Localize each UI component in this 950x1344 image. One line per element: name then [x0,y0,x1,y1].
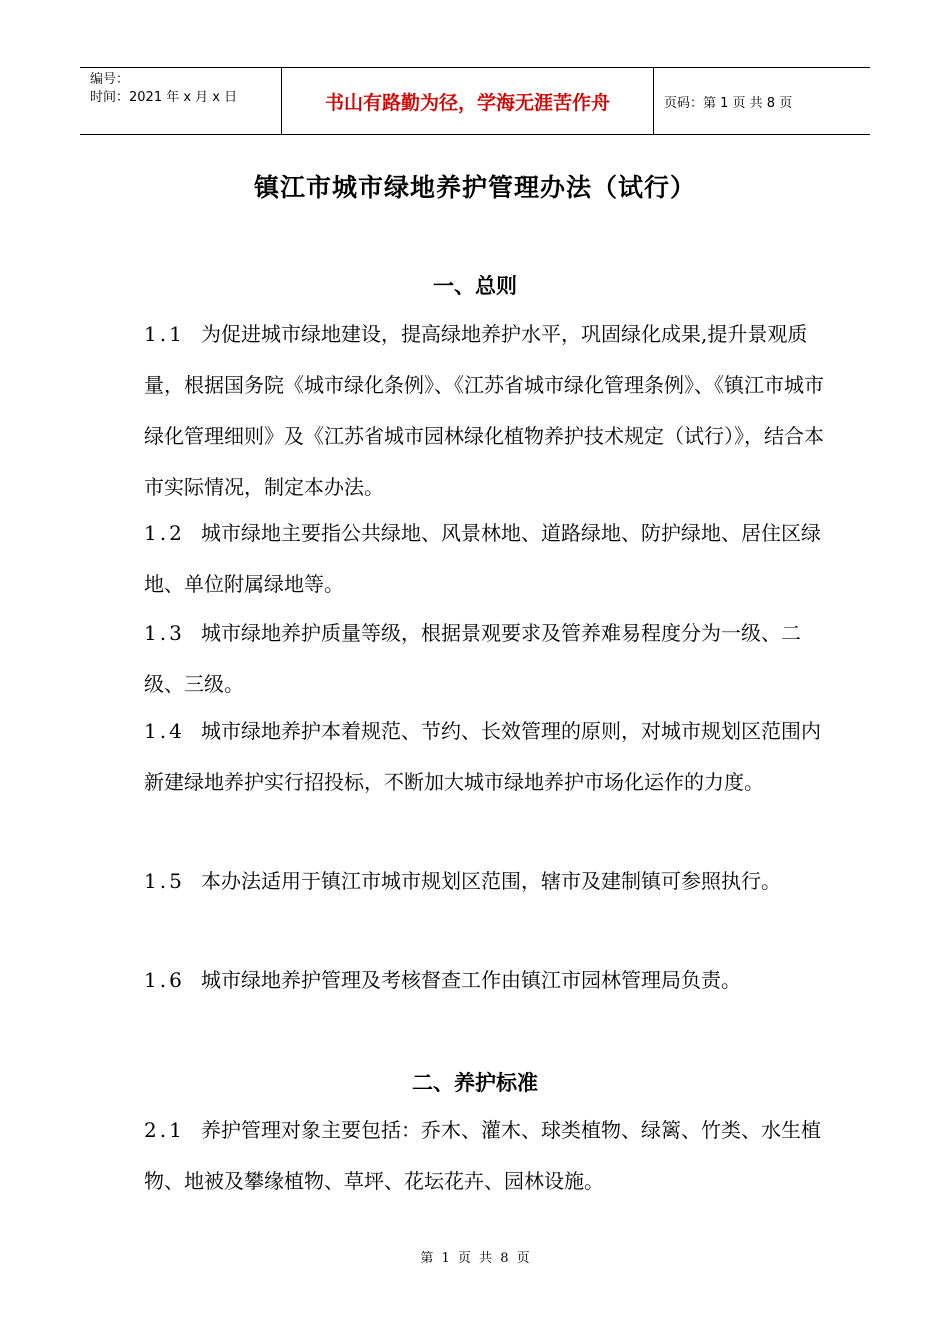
header-meta [80,68,282,134]
clause-number: 2.1 [144,1118,185,1142]
header-motto: 书山有路勤为径，学海无涯苦作舟 [282,68,654,134]
clause-1-5 [144,856,824,907]
clause-text: 城市绿地养护管理及考核督查工作由镇江市园林管理局负责。 [201,968,741,992]
clause-number: 1.3 [144,621,185,645]
clause-number: 1.2 [144,521,185,545]
clause-number: 1.4 [144,719,185,743]
clause-text: 本办法适用于镇江市城市规划区范围，辖市及建制镇可参照执行。 [201,869,781,893]
number-label: 编号： [90,72,130,87]
clause-number: 1.1 [144,322,185,346]
clause-1-3 [144,608,824,710]
clause-number: 1.5 [144,869,185,893]
clause-1-4 [144,706,824,808]
clause-text: 城市绿地养护本着规范、节约、长效管理的原则，对城市规划区范围内新建绿地养护实行招投标，不断加大城市绿地养护市场化运作的力度。 [144,719,821,794]
clause-number: 1.6 [144,968,185,992]
clause-1-6 [144,955,824,1006]
clause-text: 为促进城市绿地建设，提高绿地养护水平，巩固绿化成果,提升景观质量，根据国务院《城市绿化条例》、《江苏省城市绿化管理条例》、《镇江市城市绿化管理细则》及《江苏省城市园林绿化植物养护技术规定（试行）》，结合本市实际情况，制定本办法。 [144,322,824,499]
page-footer: 第 1 页 共 8 页 [420,1251,530,1266]
clause-text: 养护管理对象主要包括：乔木、灌木、球类植物、绿篱、竹类、水生植物、地被及攀缘植物、草坪、花坛花卉、园林设施。 [144,1118,821,1193]
date-label: 时间：2021 年 x 月 x 日 [90,90,238,105]
clause-1-2 [144,508,824,610]
clause-text: 城市绿地养护质量等级，根据景观要求及管养难易程度分为一级、二级、三级。 [144,621,801,696]
clause-2-1 [144,1105,824,1207]
clause-text: 城市绿地主要指公共绿地、风景林地、道路绿地、防护绿地、居住区绿地、单位附属绿地等。 [144,521,821,596]
header-page-info: 页码：第 1 页 共 8 页 [664,95,793,111]
section-title-general: 一、总则 [433,274,517,298]
document-title: 镇江市城市绿地养护管理办法（试行） [253,173,696,202]
document-header [80,67,870,135]
clause-1-1 [144,309,824,513]
section-title-standards: 二、养护标准 [412,1071,538,1095]
